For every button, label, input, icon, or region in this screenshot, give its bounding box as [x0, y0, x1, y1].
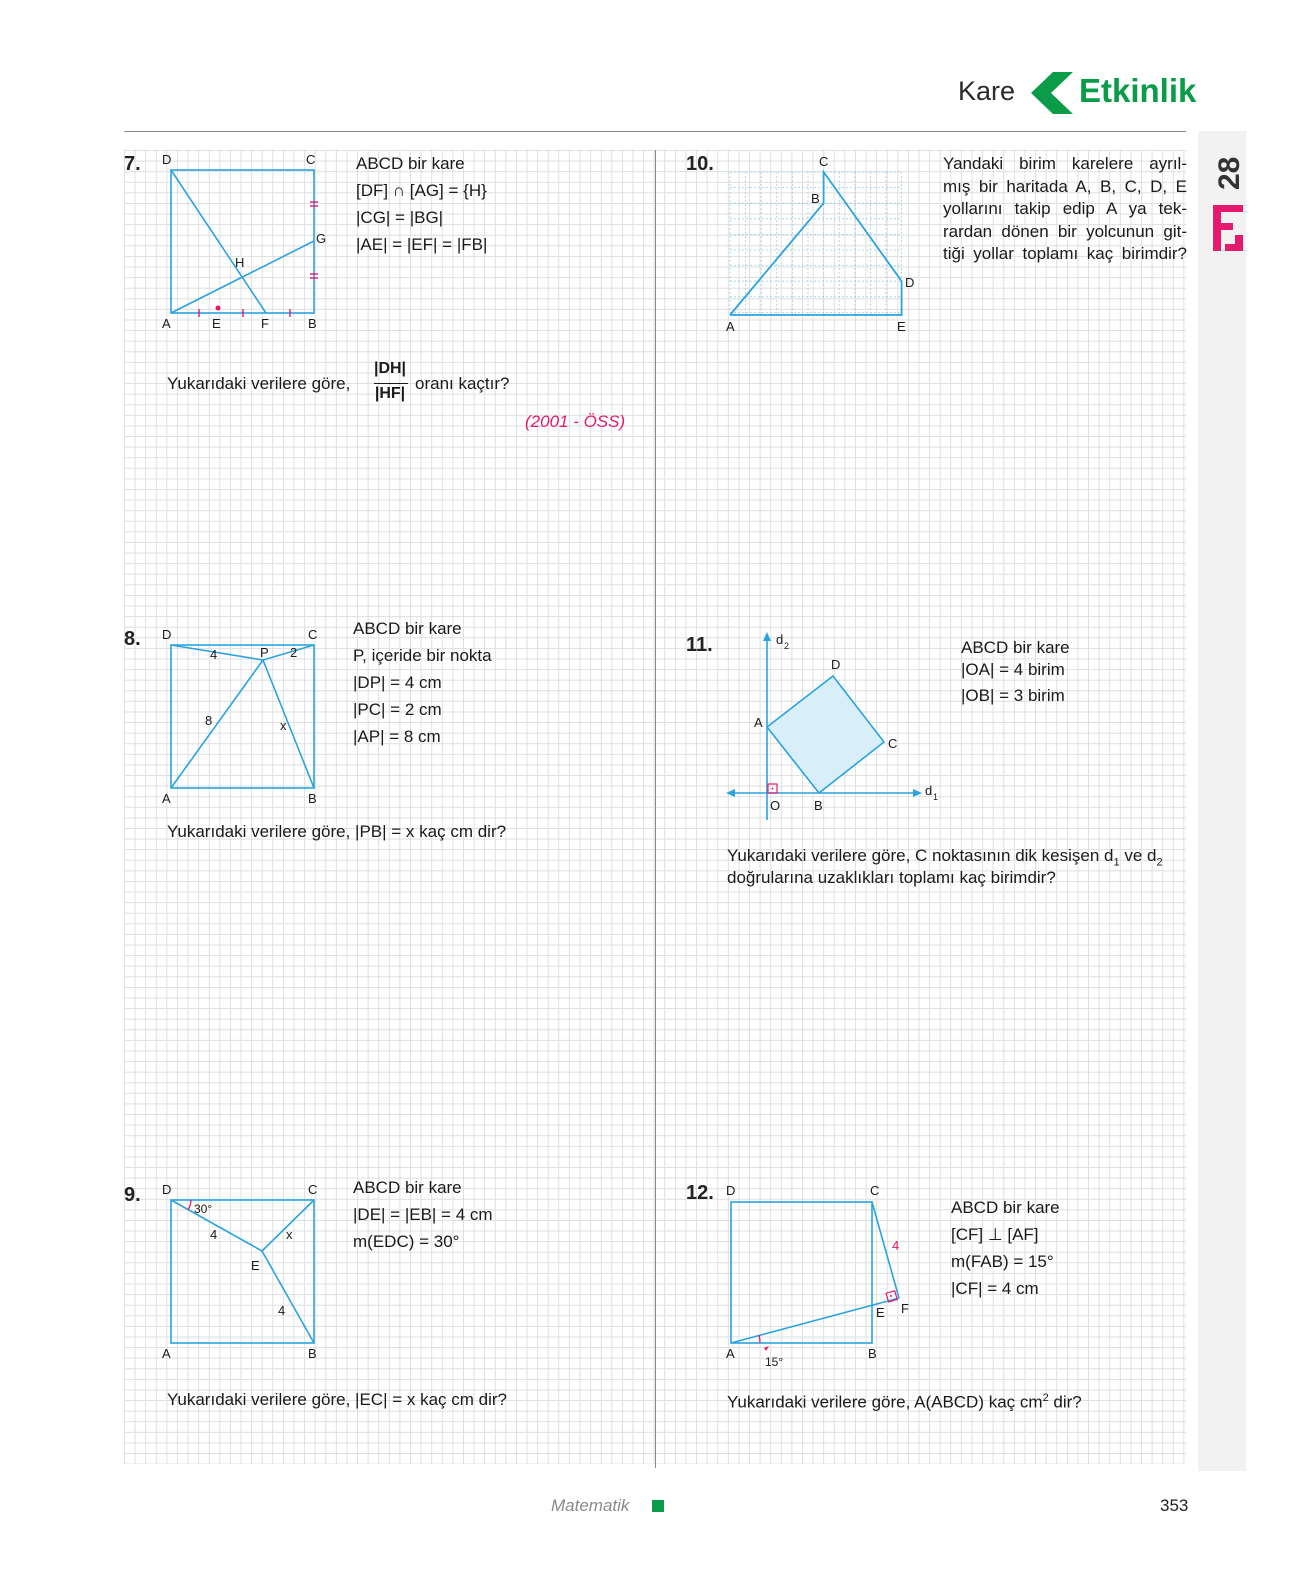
q7-source: (2001 - ÖSS) — [525, 412, 626, 431]
q9-label-d: D — [162, 1182, 172, 1197]
fg-logo-icon — [1211, 203, 1245, 253]
q10-label-c: C — [819, 154, 829, 169]
q11-label-a: A — [754, 715, 763, 730]
q10-line-4: rardan dönen bir yolcunun git- — [943, 221, 1187, 241]
column-divider — [655, 150, 656, 1468]
q8-given-5: |AP| = 8 cm — [353, 727, 441, 746]
q8-label-d: D — [162, 627, 172, 642]
q7-question-prefix: Yukarıdaki verilere göre, — [167, 374, 351, 393]
q10-line-1: Yandaki birim karelere ayrıl- — [943, 154, 1187, 173]
question-number-10: 10. — [686, 153, 714, 175]
q12-label-4: 4 — [892, 1238, 900, 1253]
q8-label-a: A — [162, 791, 171, 806]
q12-given-3: m(FAB) = 15° — [951, 1252, 1054, 1271]
q9-label-e: E — [251, 1258, 260, 1273]
q8-label-c: C — [308, 627, 318, 642]
activity-title: Etkinlik — [1079, 72, 1197, 109]
q9-label-c: C — [308, 1182, 318, 1197]
q12-label-b: B — [868, 1346, 877, 1361]
q11-given-3: |OB| = 3 birim — [961, 686, 1065, 705]
q8-label-x: x — [280, 718, 287, 733]
section-title: Kare — [958, 76, 1016, 106]
q12-given-4: |CF| = 4 cm — [951, 1279, 1039, 1298]
q7-label-b: B — [308, 316, 317, 331]
footer-subject: Matematik — [551, 1496, 630, 1515]
q9-label-4b: 4 — [278, 1303, 286, 1318]
side-tab-number: 28 — [1213, 156, 1246, 190]
q11-label-d1: d — [925, 783, 933, 798]
q11-question-line-2: doğrularına uzaklıkları toplamı kaç birimdir? — [727, 868, 1056, 887]
q9-label-b: B — [308, 1346, 317, 1361]
q11-figure — [720, 630, 940, 825]
q7-label-c: C — [306, 152, 316, 167]
q10-label-b: B — [811, 191, 820, 206]
q10-label-d: D — [905, 275, 915, 290]
q10-line-5: tiği yollar toplamı kaç birimdir? — [943, 244, 1187, 263]
q7-label-g: G — [316, 231, 327, 246]
q12-label-angle: 15° — [765, 1355, 784, 1369]
q8-question: Yukarıdaki verilere göre, |PB| = x kaç cm dir? — [167, 822, 507, 841]
q7-figure — [160, 150, 340, 340]
q11-given-1: ABCD bir kare — [961, 638, 1070, 657]
header-rule — [124, 131, 1186, 132]
q9-label-a: A — [162, 1346, 171, 1361]
question-number-7: 7. — [124, 153, 141, 175]
q11-label-d2-sub: 2 — [784, 641, 790, 651]
q10-line-2: mış bir haritada A, B, C, D, E — [943, 176, 1187, 196]
q11-given-2: |OA| = 4 birim — [961, 660, 1065, 679]
side-tab — [1198, 131, 1246, 1471]
q11-label-o: O — [770, 798, 781, 813]
question-number-12: 12. — [686, 1182, 714, 1204]
q9-given-1: ABCD bir kare — [353, 1178, 462, 1197]
q8-label-p: P — [260, 645, 269, 660]
q10-label-e: E — [897, 319, 906, 334]
q8-label-b: B — [308, 791, 317, 806]
q12-label-c: C — [870, 1183, 880, 1198]
q7-label-a: A — [162, 316, 171, 331]
q8-label-4: 4 — [210, 647, 218, 662]
q7-given-4: |AE| = |EF| = |FB| — [356, 235, 488, 254]
q11-label-d2: d — [776, 632, 784, 647]
q7-label-f: F — [261, 316, 269, 331]
q8-given-2: P, içeride bir nokta — [353, 646, 492, 665]
q12-label-d: D — [726, 1183, 736, 1198]
q10-figure — [715, 150, 925, 340]
q7-fraction-denominator: |HF| — [374, 385, 406, 402]
question-number-9: 9. — [124, 1184, 141, 1206]
q11-label-d: D — [831, 657, 841, 672]
q12-label-a: A — [726, 1346, 735, 1361]
q10-line-3: yollarını takip edip A ya tek- — [943, 199, 1187, 218]
question-number-11: 11. — [686, 634, 713, 656]
q9-given-2: |DE| = |EB| = 4 cm — [353, 1205, 493, 1224]
q8-label-8: 8 — [205, 713, 213, 728]
q12-given-1: ABCD bir kare — [951, 1198, 1060, 1217]
q8-given-3: |DP| = 4 cm — [353, 673, 442, 692]
q12-label-f: F — [901, 1301, 909, 1316]
q11-label-c: C — [888, 736, 898, 751]
q11-question-line-1: Yukarıdaki verilere göre, C noktasının dik kesişen $d_1$ ve $d_2$ — [727, 846, 1163, 869]
q9-figure — [160, 1180, 340, 1365]
q9-label-x: x — [286, 1227, 293, 1242]
q9-given-3: m(EDC) = 30° — [353, 1232, 460, 1251]
q7-label-h: H — [235, 255, 245, 270]
q7-fraction-bar — [374, 383, 408, 384]
q12-given-2: [CF] ⊥ [AF] — [951, 1225, 1039, 1244]
q12-figure — [720, 1180, 920, 1380]
q12-question: Yukarıdaki verilere göre, A(ABCD) kaç $cm^2$ dir? — [727, 1392, 1082, 1412]
footer-square-icon — [652, 1500, 664, 1512]
q8-given-1: ABCD bir kare — [353, 619, 462, 638]
q7-given-3: |CG| = |BG| — [356, 208, 444, 227]
q8-given-4: |PC| = 2 cm — [353, 700, 442, 719]
q8-label-2: 2 — [290, 645, 298, 660]
q10-label-a: A — [726, 319, 735, 334]
q9-label-angle: 30° — [194, 1202, 213, 1216]
chevron-left-icon — [1029, 70, 1075, 116]
q7-question-suffix: oranı kaçtır? — [415, 374, 510, 393]
page-number: 353 — [1160, 1496, 1189, 1515]
q11-label-d1-sub: 1 — [933, 792, 939, 802]
q8-figure — [160, 625, 340, 810]
q7-label-e: E — [212, 316, 221, 331]
q7-fraction-numerator: |DH| — [373, 360, 407, 377]
q7-label-d: D — [162, 152, 172, 167]
q11-label-b: B — [814, 798, 823, 813]
q9-question: Yukarıdaki verilere göre, |EC| = x kaç cm dir? — [167, 1390, 507, 1409]
q7-given-1: ABCD bir kare — [356, 154, 465, 173]
q12-label-e: E — [876, 1305, 885, 1320]
q7-given-2: [DF] ∩ [AG] = {H} — [356, 181, 487, 200]
question-number-8: 8. — [124, 628, 141, 650]
q9-label-4a: 4 — [210, 1227, 218, 1242]
